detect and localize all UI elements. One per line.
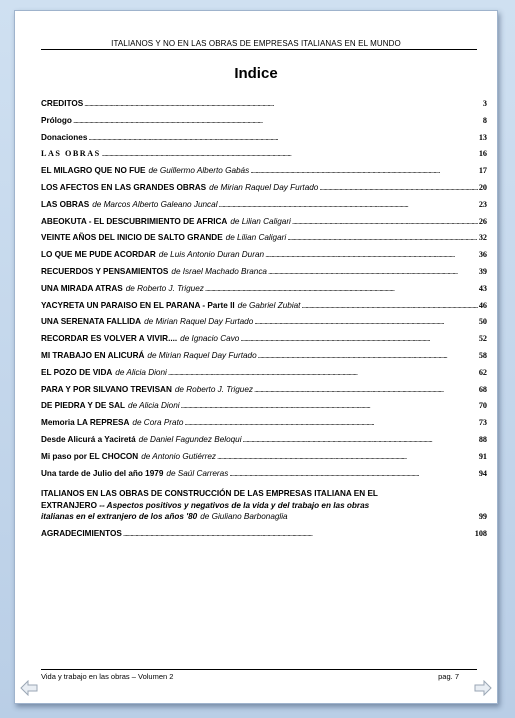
toc-entry-author: de Guillermo Alberto Gabás [148,166,250,176]
toc-entry-title: LAS OBRAS [41,149,101,159]
toc-entry-page: 70 [478,401,487,411]
toc-leader [250,166,478,175]
toc-entry-page: 88 [478,434,487,444]
toc-entry-long-line2-italic: -- Aspectos positivos y negativos de la vida y del trabajo en las obras [96,500,370,510]
toc-entry-page: 73 [478,418,487,428]
toc-entry[interactable] [41,435,487,452]
toc-leader [292,217,478,226]
toc-entry-page: 91 [478,451,487,461]
toc-entry-long-line3-italic: italianas en el extranjero de los años '80 [41,512,198,522]
toc-leader [240,334,477,343]
toc-entry-page: 20 [478,182,487,192]
toc-entry[interactable] [41,217,487,234]
toc-leader [102,149,478,158]
toc-entry-page: 36 [478,250,487,260]
table-of-contents [41,99,487,546]
toc-entry-page: 17 [478,166,487,176]
footer-book-title: Vida y trabajo en las obras – Volumen 2 [41,672,174,681]
toc-entry-page: 94 [478,468,487,478]
toc-entry-author: de Ignacio Cavo [180,334,240,344]
toc-entry[interactable] [41,368,487,385]
arrow-right-icon [474,680,492,696]
toc-entry[interactable] [41,401,487,418]
toc-leader [319,183,477,192]
toc-entry[interactable] [41,284,487,301]
toc-entry-page: 52 [478,334,487,344]
toc-leader [123,529,474,538]
header-rule [41,49,477,50]
toc-entry-title: ABEOKUTA - EL DESCUBRIMIENTO DE AFRICA [41,216,228,226]
toc-entry[interactable] [41,418,487,435]
toc-entry[interactable] [41,301,487,318]
toc-entry-long-line2-plain: EXTRANJERO [41,500,97,510]
toc-leader [301,301,477,310]
toc-leader [229,469,478,478]
toc-entry[interactable] [41,351,487,368]
toc-entry[interactable] [41,317,487,334]
prev-page-button[interactable] [20,680,38,696]
toc-entry-page: 23 [478,199,487,209]
toc-entry-long[interactable] [41,485,487,523]
toc-entry-page: 26 [478,216,487,226]
toc-leader [205,284,478,293]
toc-entry-title: Prólogo [41,115,72,125]
toc-entry[interactable] [41,469,487,486]
toc-leader [254,385,478,394]
toc-entry-author: de Mirian Raquel Day Furtado [147,350,257,360]
toc-entry-title: Mi paso por EL CHOCON [41,451,139,461]
toc-entry-title: LO QUE ME PUDE ACORDAR [41,250,156,260]
toc-entry[interactable] [41,233,487,250]
page-title: Indice [234,65,278,82]
toc-leader [243,435,478,444]
toc-entry-author: de Mirian Raquel Day Furtado [144,317,254,327]
toc-entry-title: AGRADECIMIENTOS [41,528,122,538]
toc-entry-page: 68 [478,384,487,394]
toc-entry[interactable] [41,200,487,217]
toc-entry[interactable] [41,452,487,469]
toc-leader [88,133,477,142]
toc-entry[interactable] [41,250,487,267]
toc-entry-title: RECUERDOS Y PENSAMIENTOS [41,266,169,276]
toc-entry-author: de Gabriel Zubiat [237,300,301,310]
toc-entry-page: 13 [478,132,487,142]
toc-entry-author: de Lilian Caligari [230,216,291,226]
toc-entry-author: de Mirian Raquel Day Furtado [209,182,319,192]
toc-entry-title: YACYRETA UN PARAISO EN EL PARANA - Parte II [41,300,235,310]
toc-leader [168,368,478,377]
toc-entry-agradecimientos[interactable] [41,529,487,546]
toc-entry-author: de Antonio Gutiérrez [141,451,216,461]
toc-entry-author: de Luis Antonio Duran Duran [158,250,265,260]
toc-entry-page: 39 [478,266,487,276]
toc-entry-page: 16 [478,149,487,159]
toc-entry[interactable] [41,334,487,351]
toc-entry-title: CREDITOS [41,99,84,108]
toc-entry-title: PARA Y POR SILVANO TREVISAN [41,384,172,394]
toc-entry[interactable] [41,166,487,183]
toc-entry-title: RECORDAR ES VOLVER A VIVIR.... [41,334,178,344]
toc-leader [265,250,478,259]
toc-entry-long-line2 [41,500,487,512]
toc-entry-author: de Cora Prato [132,418,184,428]
toc-entry-author: de Alicia Dioni [115,367,167,377]
toc-entry-author: de Saúl Carreras [166,468,229,478]
toc-entry[interactable] [41,99,487,116]
toc-entry-title: UNA MIRADA ATRAS [41,283,123,293]
toc-entry-title: LOS AFECTOS EN LAS GRANDES OBRAS [41,182,207,192]
toc-entry-page: 3 [482,99,487,108]
toc-entry[interactable] [41,267,487,284]
footer-page-number: pag. 7 [438,672,459,681]
toc-entry[interactable] [41,183,487,200]
running-header: ITALIANOS Y NO EN LAS OBRAS DE EMPRESAS ITALIANAS EN EL MUNDO [111,39,401,48]
toc-entry-title: VEINTE AÑOS DEL INICIO DE SALTO GRANDE [41,233,223,243]
toc-leader [258,351,478,360]
toc-leader [84,99,482,108]
toc-entry-title: Memoria LA REPRESA [41,418,130,428]
toc-entry-author: de Daniel Fagundez Beloqui [138,434,242,444]
toc-entry-page: 8 [482,115,487,125]
toc-entry-title: EL MILAGRO QUE NO FUE [41,166,146,176]
toc-entry-title: Una tarde de Julio del año 1979 [41,468,164,478]
toc-entry-long-line1: ITALIANOS EN LAS OBRAS DE CONSTRUCCIÓN DE LAS EMPRESAS ITALIANA EN EL [41,489,378,499]
toc-entry-title: Desde Alicurá a Yaciretá [41,434,136,444]
toc-entry-page: 50 [478,317,487,327]
toc-entry-long-page: 99 [478,512,487,522]
toc-entry-page: 108 [474,528,487,538]
toc-entry-title: LAS OBRAS [41,199,90,209]
toc-entry[interactable] [41,385,487,402]
toc-entry-title: Donaciones [41,132,88,142]
toc-entry-author: de Roberto J. Triguez [174,384,253,394]
toc-leader [287,233,478,242]
toc-leader [254,317,478,326]
toc-entry[interactable] [41,133,487,150]
toc-entry-title: MI TRABAJO EN ALICURÁ [41,350,145,360]
toc-entry-title: UNA SERENATA FALLIDA [41,317,142,327]
toc-entry[interactable] [41,149,487,166]
document-page [14,10,498,704]
toc-entry-author: de Marcos Alberto Galeano Juncal [92,199,218,209]
footer-rule [41,669,477,670]
toc-leader [184,418,477,427]
toc-leader [268,267,478,276]
arrow-left-icon [20,680,38,696]
toc-entry-author: de Roberto J. Triguez [125,283,204,293]
toc-entry-long-author: de Giuliano Barbonaglia [200,512,288,522]
toc-leader [217,452,478,461]
toc-leader [219,200,478,209]
toc-leader [181,401,478,410]
toc-entry-author: de Lilian Caligari [225,233,287,243]
toc-entry-page: 32 [478,233,487,243]
toc-leader [73,116,482,125]
toc-entry-page: 62 [478,367,487,377]
toc-entry-page: 46 [478,300,487,310]
toc-entry-page: 58 [478,350,487,360]
toc-entry-author: de Israel Machado Branca [171,266,267,276]
toc-entry-title: EL POZO DE VIDA [41,367,113,377]
toc-entry-long-line3 [41,511,487,523]
toc-entry-page: 43 [478,283,487,293]
next-page-button[interactable] [474,680,492,696]
toc-entry[interactable] [41,116,487,133]
toc-entry-title: DE PIEDRA Y DE SAL [41,401,126,411]
toc-entry-author: de Alicia Dioni [128,401,180,411]
